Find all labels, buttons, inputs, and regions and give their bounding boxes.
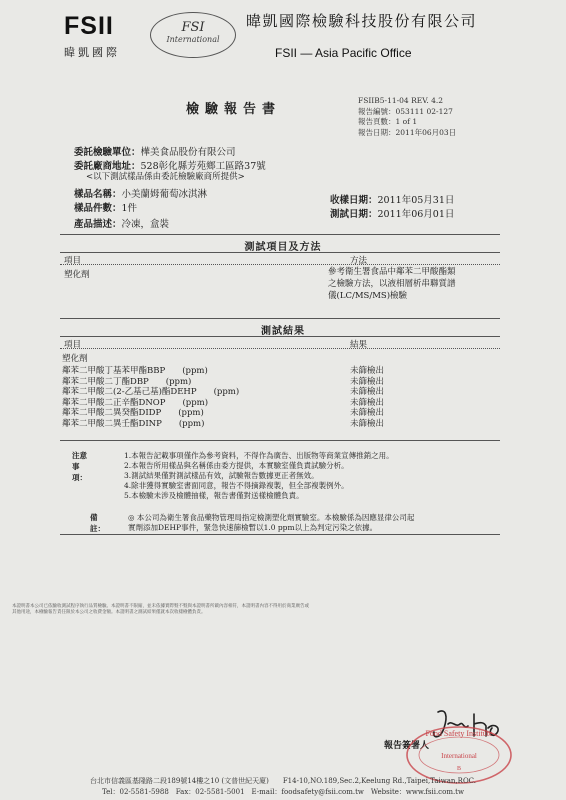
test-date-value: 2011年06月01日 xyxy=(377,209,455,220)
method-line: 儀(LC/MS/MS)檢驗 xyxy=(328,291,408,301)
result-item-name: 鄰苯二甲酸二異癸酯DIDP (ppm) xyxy=(62,408,204,418)
result-value: 未篩檢出 xyxy=(350,418,385,429)
test-method xyxy=(328,266,503,302)
sample-count-label: 樣品件數： xyxy=(74,203,122,214)
remark-line: ◎ 本公司為衛生署食品藥物管理局指定檢測塑化劑實驗室。本檢驗係為因應显律公司起 xyxy=(128,513,415,522)
method-line: 參考衛生署食品中鄰苯二甲酸酯類 xyxy=(328,267,456,277)
items-section-title: 測試項目及方法 xyxy=(244,242,322,253)
address-label: 委託廠商地址： xyxy=(74,161,141,172)
oval-logo-line1: FSI xyxy=(181,20,205,35)
result-value: 未篩檢出 xyxy=(350,387,385,397)
sample-name-field xyxy=(74,186,207,200)
result-item-name: 鄰苯二甲酸二正辛酯DNOP (ppm) xyxy=(62,397,209,408)
company-name-zh: 暐凱國際檢驗科技股份有限公司 xyxy=(246,12,478,30)
note-item: 2.本報告所用樣品與名稱係由委方提供，本實驗室僅負責試驗分析。 xyxy=(124,461,349,470)
results-group: 塑化劑 xyxy=(62,354,88,364)
test-item: 塑化劑 xyxy=(64,270,90,280)
result-item-name: 鄰苯二甲酸二(2-乙基己基)酯DEHP (ppm) xyxy=(62,387,240,397)
result-row xyxy=(62,406,462,417)
result-value: 未篩檢出 xyxy=(350,397,385,408)
client-value: 樺美食品股份有限公司 xyxy=(140,147,236,158)
results-table xyxy=(62,364,462,427)
test-date-label: 測試日期： xyxy=(330,209,378,220)
notes-label: 注意事項： xyxy=(72,451,87,482)
meta-report-date: 報告日期：2011年06月03日 xyxy=(358,127,457,137)
product-desc-field xyxy=(74,216,169,230)
items-col-method: 方法 xyxy=(350,256,368,266)
received-date-label: 收樣日期： xyxy=(330,195,378,206)
received-date-value: 2011年05月31日 xyxy=(377,195,455,206)
results-col-item: 項目 xyxy=(64,340,82,350)
seal-text-middle: International xyxy=(441,752,477,760)
sample-count-field xyxy=(74,200,137,214)
fsi-international-logo xyxy=(150,12,236,58)
divider xyxy=(60,348,500,349)
oval-logo-line2: International xyxy=(166,35,220,44)
address-value: 528彰化縣芳苑鄉工區路37號 xyxy=(140,161,266,172)
divider xyxy=(60,234,500,235)
test-date-field xyxy=(330,206,454,220)
footer-address: 台北市信義區基隆路二段189號14樓之10 (文普世紀天廈) F14-10,NO.189,Sec.2,Keelung Rd.,Taipei,Taiwan,ROC. xyxy=(89,777,477,785)
items-col-item: 項目 xyxy=(64,256,82,266)
fine-print: 本證明書本公司已依驗收測試程序執行品質檢驗。本證明書不限縮，並未依據實際暨不暨與本證明書所載內容相符，本證明書內容不得用於商業廣告或其他用途，本檢驗報告責任限於本公司之收費金額。本證明書之測試結果僅就本次收樣檢體負責。 xyxy=(12,604,309,615)
note-item: 1.本報告記載事項僅作為參考資料，不得作為廣告、出版物等商業宣傳推銷之用。 xyxy=(124,451,394,460)
meta-form-code: FSIIB5-11-04 REV. 4.2 xyxy=(358,96,444,105)
seal-text-bottom: B xyxy=(456,766,462,772)
result-item-name: 鄰苯二甲酸丁基苯甲酯BBP (ppm) xyxy=(62,366,208,376)
result-row xyxy=(62,417,462,428)
result-value: 未篩檢出 xyxy=(350,408,385,418)
company-name-en: FSII — Asia Pacific Office xyxy=(275,46,412,60)
footer-contact: Tel：02-5581-5988 Fax：02-5581-5001 E-mail：foodsafety@fsii.com.tw Website：www.fsii.com.tw xyxy=(102,788,464,796)
logo-text: FSII xyxy=(64,12,114,40)
sample-name-value: 小美蘭姆葡萄冰淇淋 xyxy=(121,189,208,200)
result-row xyxy=(62,364,462,375)
divider xyxy=(60,440,500,441)
document-title: 檢驗報告書 xyxy=(186,102,282,117)
note-item: 4.除非獲得實驗室書面同意，報告不得摘錄複製，但全部複製例外。 xyxy=(124,481,349,490)
note-item: 5.本檢驗未涉及檢體抽樣，報告書僅對送樣檢體負責。 xyxy=(124,491,304,500)
result-row xyxy=(62,385,462,396)
divider xyxy=(60,252,500,253)
sample-count-value: 1件 xyxy=(121,203,138,214)
client-label: 委託檢驗單位： xyxy=(74,147,141,158)
seal-text-top: Food Safety Institute xyxy=(425,729,493,738)
divider xyxy=(60,534,500,535)
client-field xyxy=(74,144,236,158)
results-section-title: 測試結果 xyxy=(261,326,305,337)
result-value: 未篩檢出 xyxy=(350,366,385,376)
signatory-label: 報告簽署人 xyxy=(384,741,430,751)
result-row xyxy=(62,375,462,386)
results-col-result: 結果 xyxy=(350,340,368,350)
sample-name-label: 樣品名稱： xyxy=(74,189,122,200)
fsii-logo xyxy=(64,12,144,60)
remark-line: 實劑添加DEHP事件，緊急快速篩檢暫以1.0 ppm以上為判定污染之依據。 xyxy=(128,523,378,532)
received-date-field xyxy=(330,192,454,206)
note-item: 3.測試結果僅對測試樣品有效，試驗報告數據更正者無效。 xyxy=(124,471,319,480)
report-meta xyxy=(358,96,456,138)
divider xyxy=(60,336,500,337)
meta-page-count: 報告頁數：1 of 1 xyxy=(358,117,418,126)
result-row xyxy=(62,396,462,407)
meta-report-number: 報告編號：053111 02-127 xyxy=(358,106,453,116)
logo-subtext: 暐凱國際 xyxy=(64,46,120,59)
product-desc-value: 冷凍，盒裝 xyxy=(121,219,170,230)
product-desc-label: 產品描述： xyxy=(74,219,122,230)
divider xyxy=(60,318,500,319)
result-item-name: 鄰苯二甲酸二丁酯DBP (ppm) xyxy=(62,376,192,387)
divider xyxy=(60,264,500,265)
method-line: 之檢驗方法，以液相層析串聯質譜 xyxy=(328,279,456,289)
letterhead xyxy=(0,0,566,78)
remark-label: 備註： xyxy=(90,513,105,533)
result-value: 未篩檢出 xyxy=(350,376,385,387)
sample-source-note: <以下測試樣品係由委託檢驗廠商所提供> xyxy=(86,172,245,182)
result-item-name: 鄰苯二甲酸二異壬酯DINP (ppm) xyxy=(62,418,205,429)
